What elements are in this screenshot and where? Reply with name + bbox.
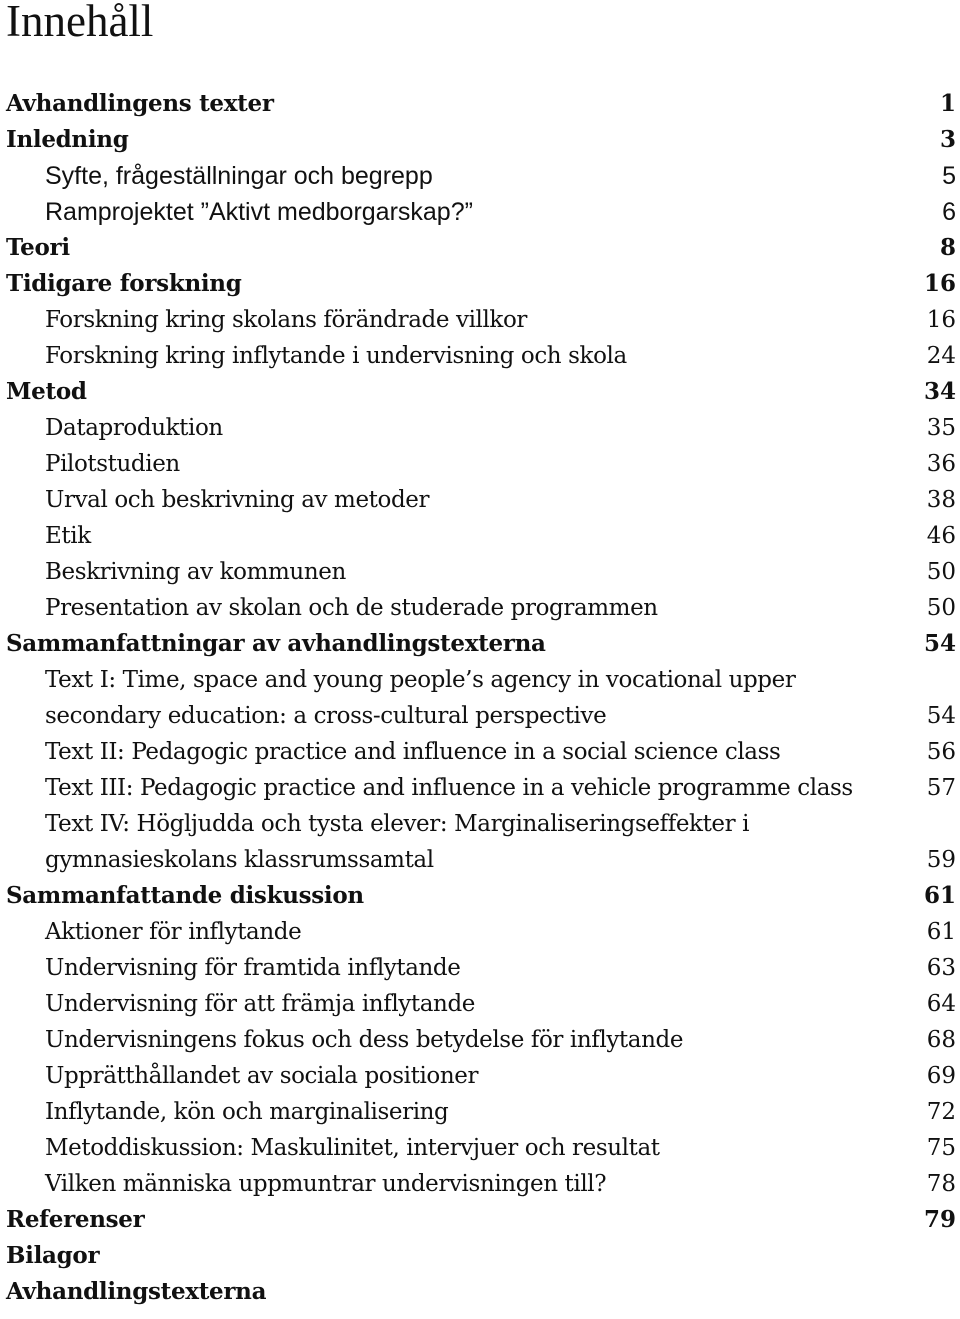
toc-entry-label: Undervisningens fokus och dess betydelse för inflytande <box>45 1027 684 1053</box>
toc-entry-page: 54 <box>923 630 956 657</box>
toc-entry[interactable] <box>0 410 960 446</box>
toc-entry-page: 54 <box>926 703 956 729</box>
toc-entry-label: Dataproduktion <box>45 415 223 441</box>
toc-entry-continuation[interactable] <box>0 842 960 878</box>
toc-entry-label: Beskrivning av kommunen <box>45 559 346 585</box>
toc-entry[interactable] <box>0 374 960 410</box>
toc-entry-page: 35 <box>926 415 956 441</box>
toc-title: Innehåll <box>6 0 154 46</box>
toc-entry[interactable] <box>0 122 960 158</box>
toc-entry[interactable] <box>0 914 960 950</box>
toc-entry[interactable] <box>0 1202 960 1238</box>
toc-entry-page: 16 <box>923 270 956 297</box>
toc-entry-label: Sammanfattningar av avhandlingstexterna <box>6 630 546 657</box>
toc-entry-page: 64 <box>926 991 956 1017</box>
toc-entry-label: Tidigare forskning <box>6 270 242 297</box>
toc-entry-label: Ramprojektet ”Aktivt medborgarskap?” <box>45 198 473 226</box>
toc-entry-label: Urval och beskrivning av metoder <box>45 487 430 513</box>
toc-entry[interactable] <box>0 770 960 806</box>
toc-entry-page: 61 <box>926 919 956 945</box>
toc-entry-page: 56 <box>926 739 956 765</box>
toc-entry-label: Undervisning för framtida inflytande <box>45 955 461 981</box>
toc-entry-label-line1: Text I: Time, space and young people’s agency in vocational upper <box>45 667 796 693</box>
toc-entry-page: 78 <box>926 1171 956 1197</box>
toc-entry-label: Vilken människa uppmuntrar undervisningen till? <box>45 1171 607 1197</box>
toc-entry[interactable] <box>0 554 960 590</box>
toc-entry-page: 34 <box>923 378 956 405</box>
toc-entry-page: 36 <box>926 451 956 477</box>
toc-entry[interactable] <box>0 1238 960 1274</box>
toc-entry-page: 63 <box>926 955 956 981</box>
toc-entry-label: Undervisning för att främja inflytande <box>45 991 475 1017</box>
toc-entry[interactable] <box>0 878 960 914</box>
toc-entry-page: 50 <box>926 559 956 585</box>
toc-entry[interactable] <box>0 482 960 518</box>
toc-entry-page: 68 <box>926 1027 956 1053</box>
toc-entry-label: Upprätthållandet av sociala positioner <box>45 1063 479 1089</box>
toc-entry-label: Referenser <box>6 1206 145 1233</box>
toc-entry-page: 61 <box>923 882 956 909</box>
toc-entry[interactable] <box>0 86 960 122</box>
toc-entry[interactable] <box>0 1274 960 1310</box>
toc-entry-page: 6 <box>942 198 956 226</box>
toc-entry-label: Metoddiskussion: Maskulinitet, intervjuer och resultat <box>45 1135 660 1161</box>
toc-entry[interactable] <box>0 518 960 554</box>
toc-entry[interactable] <box>0 590 960 626</box>
toc-entry-page: 50 <box>926 595 956 621</box>
toc-entry-page: 79 <box>923 1206 956 1233</box>
toc-entry-label: Forskning kring skolans förändrade villkor <box>45 307 528 333</box>
toc-entry-label: Text II: Pedagogic practice and influence in a social science class <box>45 739 781 765</box>
toc-entry-page: 59 <box>926 847 956 873</box>
toc-entry-page: 46 <box>926 523 956 549</box>
toc-entry-label: Forskning kring inflytande i undervisning och skola <box>45 343 627 369</box>
toc-entry-label: Inflytande, kön och marginalisering <box>45 1099 449 1125</box>
toc-entry[interactable] <box>0 302 960 338</box>
toc-entry-label: Bilagor <box>6 1242 100 1269</box>
toc-entry-label: Presentation av skolan och de studerade programmen <box>45 595 658 621</box>
toc-entry-continuation[interactable] <box>0 698 960 734</box>
toc-entry[interactable] <box>0 194 960 230</box>
toc-entry-label-line1: Text IV: Högljudda och tysta elever: Marginaliseringseffekter i <box>45 811 750 837</box>
toc-entry[interactable] <box>0 266 960 302</box>
toc-entry-label: Inledning <box>6 126 129 153</box>
toc-entry[interactable] <box>0 986 960 1022</box>
toc-entry-page: 75 <box>926 1135 956 1161</box>
toc-entry-page: 69 <box>926 1063 956 1089</box>
toc-entry[interactable] <box>0 626 960 662</box>
toc-entry-page: 38 <box>926 487 956 513</box>
toc-entry-label: Aktioner för inflytande <box>45 919 302 945</box>
toc-entry[interactable] <box>0 1058 960 1094</box>
toc-entry-label: Syfte, frågeställningar och begrepp <box>45 162 433 190</box>
toc-entry-label: Metod <box>6 378 87 405</box>
toc-entry-page: 5 <box>942 162 956 190</box>
toc-entry[interactable] <box>0 446 960 482</box>
toc-entry-label: Avhandlingstexterna <box>6 1278 267 1305</box>
toc-entry-page: 57 <box>926 775 956 801</box>
toc-entry-page: 24 <box>926 343 956 369</box>
toc-entry[interactable] <box>0 1166 960 1202</box>
toc-entry[interactable] <box>0 662 960 698</box>
toc-entry-page: 16 <box>926 307 956 333</box>
toc-entry-page: 3 <box>939 126 956 153</box>
toc-entry-label: Text III: Pedagogic practice and influence in a vehicle programme class <box>45 775 853 801</box>
toc-entry[interactable] <box>0 734 960 770</box>
toc-entry-label: Teori <box>6 234 70 261</box>
toc-entry[interactable] <box>0 1130 960 1166</box>
toc-entry[interactable] <box>0 1094 960 1130</box>
toc-entry-page: 1 <box>939 90 956 117</box>
toc-entry-label: Pilotstudien <box>45 451 180 477</box>
toc-entry[interactable] <box>0 950 960 986</box>
toc-entry-label-line2: gymnasieskolans klassrumssamtal <box>45 847 434 873</box>
toc-entry-label-line2: secondary education: a cross-cultural perspective <box>45 703 607 729</box>
toc-entry-label: Avhandlingens texter <box>6 90 274 117</box>
toc-entry[interactable] <box>0 806 960 842</box>
toc-entry[interactable] <box>0 158 960 194</box>
toc-entry[interactable] <box>0 230 960 266</box>
toc-entry-label: Etik <box>45 523 91 549</box>
toc-entry[interactable] <box>0 338 960 374</box>
toc-entry-page: 72 <box>926 1099 956 1125</box>
toc-entry-label: Sammanfattande diskussion <box>6 882 364 909</box>
toc-entry-page: 8 <box>939 234 956 261</box>
toc-entry[interactable] <box>0 1022 960 1058</box>
